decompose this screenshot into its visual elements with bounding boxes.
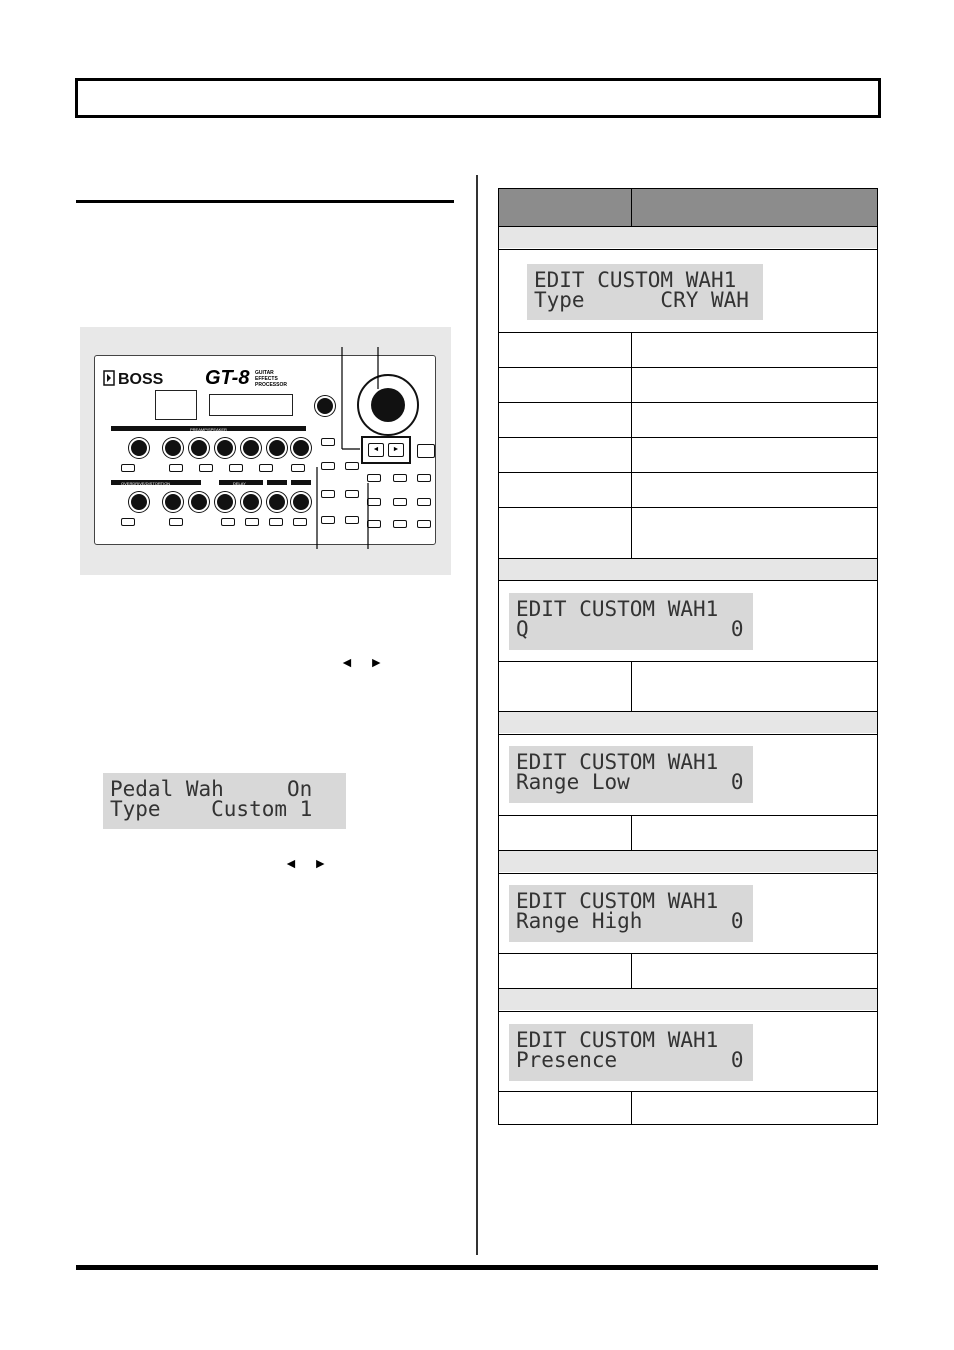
- overdrive-label: OVERDRIVE/DISTORTION: [121, 481, 171, 486]
- q-lcd: [509, 593, 753, 650]
- model-subtitle: GUITAR EFFECTS PROCESSOR: [255, 370, 287, 388]
- lcd-line-1: EDIT CUSTOM WAH1: [516, 597, 719, 621]
- arrow-pair-2: [284, 855, 327, 871]
- table-header: [499, 189, 877, 226]
- svg-text:BOSS: BOSS: [118, 371, 164, 386]
- section-band-range-low: [499, 712, 877, 733]
- device-illustration: [80, 327, 451, 575]
- pedal-wah-lcd: [103, 773, 346, 829]
- lcd-line-2: Q 0: [516, 617, 744, 641]
- callout-lines: [80, 327, 451, 575]
- presence-lcd: [509, 1024, 753, 1081]
- section-rule: [76, 200, 454, 203]
- lcd-line-2: Presence 0: [516, 1048, 744, 1072]
- lcd-line-2: Type Custom 1: [110, 797, 313, 821]
- footer-rule: [76, 1265, 878, 1270]
- lcd-line-2: Range Low 0: [516, 770, 744, 794]
- section-band-q: [499, 559, 877, 580]
- left-arrow-icon: ◄: [340, 654, 354, 670]
- preamp-label: PREAMP/SPEAKER: [190, 427, 227, 432]
- type-lcd: [527, 264, 763, 320]
- lcd-line-2: Range High 0: [516, 909, 744, 933]
- model-name: GT-8: [205, 367, 250, 389]
- right-arrow-icon: ►: [369, 654, 384, 670]
- range-high-lcd: [509, 885, 753, 942]
- page-header-box: [75, 78, 881, 118]
- range-low-lcd: [509, 746, 753, 803]
- lcd-line-1: EDIT CUSTOM WAH1: [534, 268, 737, 292]
- arrow-pair-1: [340, 654, 383, 670]
- lcd-line-1: EDIT CUSTOM WAH1: [516, 1028, 719, 1052]
- lcd-line-1: EDIT CUSTOM WAH1: [516, 889, 719, 913]
- left-arrow-icon: ◄: [284, 855, 298, 871]
- section-band-range-high: [499, 851, 877, 872]
- right-arrow-icon: ►: [313, 855, 328, 871]
- left-arrow-button[interactable]: ◄: [368, 443, 384, 457]
- column-divider: [476, 175, 478, 1255]
- right-arrow-button[interactable]: ►: [388, 443, 404, 457]
- section-band-type: [499, 227, 877, 248]
- section-band-presence: [499, 989, 877, 1010]
- lcd-line-1: EDIT CUSTOM WAH1: [516, 750, 719, 774]
- delay-label: DELAY: [233, 481, 246, 486]
- lcd-line-2: Type CRY WAH: [534, 288, 749, 312]
- table-header-divider: [631, 189, 632, 226]
- parameter-table: [498, 188, 878, 1125]
- lcd-line-1: Pedal Wah On: [110, 777, 313, 801]
